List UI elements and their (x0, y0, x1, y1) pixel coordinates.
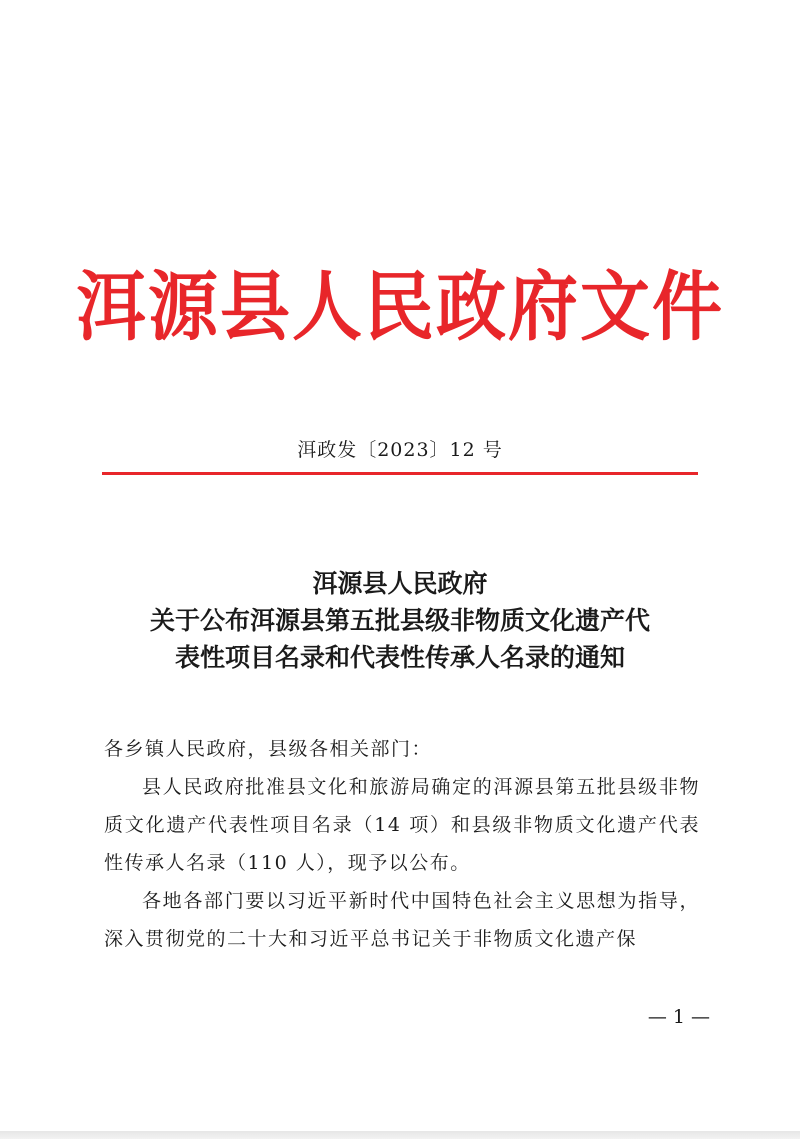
red-divider-line (102, 472, 698, 475)
body-paragraph: 县人民政府批准县文化和旅游局确定的洱源县第五批县级非物质文化遗产代表性项目名录（14 项）和县级非物质文化遗产代表性传承人名录（110 人），现予以公布。 (104, 776, 700, 874)
page-edge-shadow (0, 1131, 800, 1139)
document-title (60, 565, 740, 676)
document-masthead: 洱源县人民政府文件 (76, 261, 724, 352)
body-paragraph: 各地各部门要以习近平新时代中国特色社会主义思想为指导，深入贯彻党的二十大和习近平总书记关于非物质文化遗产保 (104, 890, 700, 950)
salutation: 各乡镇人民政府，县级各相关部门： (104, 738, 433, 760)
title-line-subject-1: 关于公布洱源县第五批县级非物质文化遗产代 (149, 606, 650, 635)
page-number: — 1 — (647, 1006, 710, 1028)
document-number: 洱政发〔2023〕12 号 (297, 439, 503, 461)
document-body (104, 730, 700, 958)
title-line-subject-2: 表性项目名录和代表性传承人名录的通知 (174, 643, 625, 672)
title-line-issuer: 洱源县人民政府 (312, 569, 488, 598)
